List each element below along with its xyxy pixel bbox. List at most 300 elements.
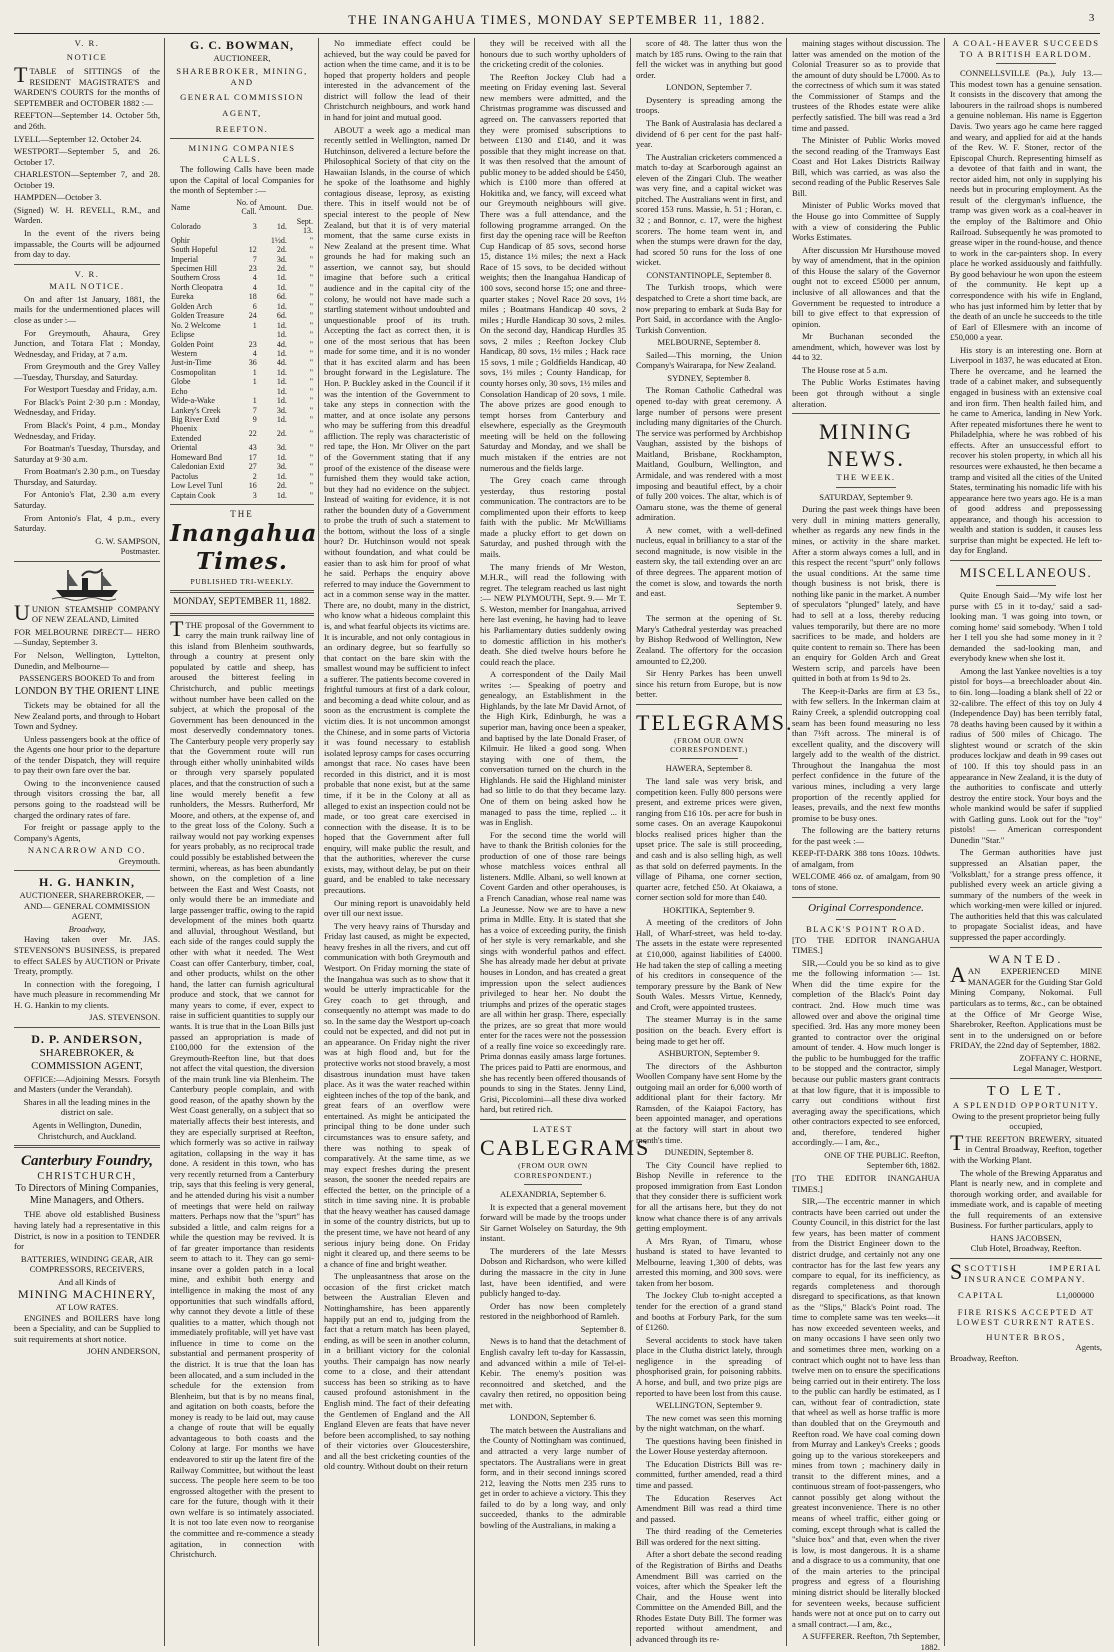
article-paragraph: The Grey coach came through yesterday, thus restoring postal communication. The contractors are to be complimented upon their efforts to keep faith with the public. Mr McWilliams made a plucky effort to get down on Saturday, and pushed through with the mails.	[480, 475, 626, 559]
the-label: THE	[230, 508, 254, 519]
calls-col-header: Amount.	[258, 202, 287, 212]
cable-paragraph: Dysentery is spreading among the troops.	[636, 94, 782, 116]
calls-table-cell: North Cleopatra	[171, 282, 223, 292]
mail-paragraph: For Boatman's Tuesday, Thursday, and Saturday at 9·30 a.m.	[14, 443, 160, 464]
sitting-item: HAMPDEN—October 3.	[14, 192, 102, 203]
calls-table-cell: "	[309, 462, 313, 472]
column-3	[320, 38, 474, 1648]
mining-week: THE WEEK.	[836, 472, 896, 483]
usco-line: Tickets may be obtained for all the New Zealand ports, and through to Hobart Town and Sydney.	[14, 699, 160, 732]
mail-paragraph: From Antonio's Flat, 4 p.m., every Saturday.	[14, 512, 160, 534]
cablegrams-latest: LATEST	[532, 1123, 574, 1134]
calls-table-cell: "	[309, 367, 313, 377]
tolet-sign: HANS JACOBSEN,	[990, 1232, 1062, 1243]
calls-table-cell: 1d.	[276, 348, 287, 358]
calls-table-cell: 1d.	[276, 301, 287, 311]
calls-table-cell: 1d.	[276, 377, 287, 387]
calls-table-row	[170, 415, 314, 424]
calls-table-row	[170, 311, 314, 320]
article-paragraph: For the second time the world will have to thank the British colonies for the production of one of those rare beings whose matchless voices enthral all listeners. Mdlle. Albani, so well known at Covent Garden and other operahouses, is a French Canadian, whose real name was La Jeunesse. Now we are to have a new prima in Mdlle. Etty. It is stated that she has a voice of exceeding purity, the finish of her style is very remarkable, and she sings with wonderful pathos and effect. She has already made her debut at private houses in London, and has created a great impression upon the select audiences privileged to hear her. No doubt the triumphs and prizes of the operatic stages are all within her grasp. There, especially the prizes, are so great that more would enter for the races were not the possession of a really fine voice so exceedingly rare. Prima donnas easily amass large fortunes. The prices paid to Patti are enormous, and she has recently been offered thousands of pounds to sing in the States. Jenny Lind, Grisi, Piccolomini—all these diva worked hard, but retired rich.	[480, 829, 626, 1115]
calls-table-row	[170, 443, 314, 452]
calls-table-cell: Just-in-Time	[171, 358, 212, 368]
calls-table-cell: 12	[248, 245, 257, 255]
calls-table-cell: 6	[252, 301, 257, 311]
cable-dateline: LONDON, September 6.	[510, 1412, 596, 1423]
telegram-paragraph: The Education Districts Bill was re-committed, further amended, read a third time and passed.	[636, 1458, 782, 1491]
calls-table-cell: 1	[252, 396, 257, 406]
calls-table-cell: 3	[252, 490, 257, 500]
calls-table-cell: 4	[252, 282, 257, 292]
sittings-list	[14, 110, 160, 203]
calls-table-cell: 18	[248, 292, 257, 302]
hankin-body: In connection with the foregoing, I have much pleasure in recommending Mr H. G. Hankin to my clients.	[14, 978, 160, 1010]
calls-table-row	[170, 462, 314, 471]
calls-table-cell: 9	[252, 415, 257, 424]
postmaster-name: G. W. SAMPSON,	[95, 535, 160, 546]
telegram-dateline: DUNEDIN, September 8.	[664, 1147, 754, 1158]
capital-row	[958, 1290, 1094, 1301]
bowman-line: GENERAL COMMISSION	[180, 92, 304, 103]
telegrams-title: TELEGRAMS.	[636, 709, 794, 735]
calls-table-cell: Eureka	[171, 292, 194, 302]
mail-heading: MAIL NOTICE.	[49, 281, 125, 292]
published-line: PUBLISHED TRI-WEEKLY.	[190, 576, 294, 586]
calls-table-cell	[226, 330, 258, 339]
calls-table-cell: 1d.	[276, 471, 287, 481]
telegram-paragraph: The land sale was very brisk, and competition keen. Fully 800 persons were present, and extreme prices were given, ranging from £16 10s. per acre for bush in some cases. On an average Kaupokonui blocks realised prices higher than the upset price. The sale is still proceeding, and cash and is also selling high, as well as that sold on deferred payments. In the village of Pihama, one corner section, quarter acre, fetched £50. At Okaiawa, a corner section sold for more than £40.	[636, 776, 782, 903]
cable-dateline: September 8.	[580, 1323, 626, 1334]
steamship-icon	[52, 566, 122, 600]
calls-table-row	[170, 330, 314, 339]
column-5	[632, 38, 794, 1648]
vr-heading: V. R.	[74, 38, 100, 48]
correspondence-paragraph: [TO THE EDITOR INANGAHUA TIMES.]	[792, 934, 940, 956]
agent-address: Broadway, Reefton.	[950, 1352, 1019, 1363]
agent-role: Agents,	[1075, 1342, 1102, 1353]
anderson-agents: Agents in Wellington, Dunedin, Christchurch, and Auckland.	[32, 1119, 142, 1141]
column-7: A COAL-HEAVER SUCCEEDS TO A BRITISH EARLDOM. CONNELLSVILLE (Pa.), July 13.— This modest town has a genuine sensation. It consists in the discovery that among the labourers in the railroad shops is numbered a genuine nobleman. His name is Eggerton Davis. Two years ago he came here ragged and weary, and applied for aid at the hands of the Rev. W. F. Stoner, rector of the Episcopal Church. Representing himself as a devotee of that faith and in want, the rector aided him, not only in supplying his needs but in procuring employment. As the result of the clergyman's influence, the tramp was given work as a coal-heaver in the employ of the Baltimore and Ohio Railroad. Subsequently he was promoted to grease wiper in the round-house, and thence to work in the car-painters shop. In every place he worked assiduously and faithfully. By good behaviour he won upon the esteem of the community. He kept up a correspondence with his wife in England, who has just informed him by letter that by the death of an uncle he succeeds to the title of Earl of Ellesmere with an income of £50,000 a year. His story is an interesting one. Born at Liverpool in 1837, he was educated at Eton. There he overcame, and he learned the trade of a cabinet maker, and subsequently engaged in business with an extensive coal and iron firm. Then health failed him, and he came to America, landing in New York. After repeated misfortunes there he went to Philadelphia, where he was robbed of his effects. After an unsuccessful effort to recover his stolen property, in which all his resources were exhausted, he then became a tramp and visited all the cities of the United States, terminating his nomadic life with his appearance here two years ago. He is a man of good address and prepossessing appearance, and though his accession to wealth and station is sudden, it causes less surprise than might be expected. He left to-day for England. MISCELLANEOUS. Quite Enough Said—'My wife lost her purse with £5 in it to-day,' said a sad-looking man. 'I was going into town, or coming home' said somebody. 'When I told her I tell you she had some money in it ? demanded the sad-looking man, and everybody knew when she lost it. Among the last Yankee novelties is a toy pistol for boys—a breechloader about 4in. to 6in. long—loading a blank shell of 22 or 32-calibre. The effect of this toy on July 4 (Independence Day) has been terribly fatal, 78 deaths having been caused by it within a radius of 500 miles of Chicago. The slightest wound or scratch of the skin produces lockjaw and death in 99 cases out of 100. If this toy should pass in an appearance in New Zealand, it is the duty of the authorities to confiscate and utterly destroy the entire stock. Your boys and the whole mankind would be safer if supplied with Gatling guns. Look out for the "toy" pistols! — American correspondent Dunedin "Star." The German authorities have just suppressed an Alsatian paper, the 'Volksblatt,' for a strange press offence, it published every week an article giving a summary of the numbers of the week in which working-men were killed or injured. The authorities held that this was calculated to propagate Socialist ideas, and have suppressed the paper accordingly. WANTED. AAN EXPERIENCED MINE MANAGER for the Guiding Star Gold Mining Company, Nokomai. Full particulars as to terms, &c., can be obtained at the Office of Mr George Wise, Sharebroker, Reefton. Applications must be sent in to the undersigned on or before FRIDAY, the 22nd day of September, 1882. ZOFFANY C. HORNE, Legal Manager, Westport. TO LET. A SPLENDID OPPORTUNITY. Owing to the present proprietor being fully occupied, TTHE REEFTON BREWERY, situated in Central Broadway, Reefton, together with the Working Plant. The whole of the Brewing Apparatus and Plant is nearly new, and in complete and thorough working order, and available for immediate work, and is capable of meeting the full requirements of an extensive Business. For further particulars, apply to HANS JACOBSEN, Club Hotel, Broadway, Reefton. SSCOTTISH IMPERIAL INSURANCE COMPANY. CAPITAL L1,000000 FIRE RISKS ACCEPTED AT LOWEST CURRENT RATES. HUNTER BROS, Agents, Broadway, Reefton.	[950, 38, 1103, 1363]
cable-dateline: CONSTANTINOPLE, September 8.	[646, 269, 772, 280]
calls-table-cell: Imperial	[171, 254, 199, 264]
article-paragraph: The very heavy rains of Thursday and Friday last caused, as might be expected, heavy freshes in all the rivers, and cut off communication with both Greymouth and Westport. On Friday morning the state of the Inangahua was such as to show that it would be utterly impracticable for the Grey coach to get through, and consequently no attempt was made to do so. In the same day the Westport up-coach could not be expected, and did not put in an appearance. On Friday night the river was at high flood and, but for the protective works not stood bravely, a most disastrous inundation must have taken place. As it was the water reached within eighteen inches of the top of the bank, and great fears of an overflow were entertained. As might be anticipated the principal thing to be done under such circumstances was to ensure safety, and there was nothing to speak of comparatively. At the same time, as we may expect freshes during the present season, the sooner the needed repairs are effected the better, on the principle of a stitch in time saving nine. It is probable that the heavy weather has caused damage in some of the country districts, but up to the present time, we have not heard of any serious injury being done. On Friday night it cleared up, and there seems to be a chance of fine and bright weather.	[324, 920, 470, 1269]
cable-paragraph: The Turkish troops, which were despatched to Crete a short time back, are now preparing to embark at Suda Bay for Port Said, in accordance with the Anglo-Turkish Convention.	[636, 282, 782, 335]
cable-paragraph: The murderers of the late Messrs Dobson and Richardson, who were killed during the massacre in the city in June last, have been identified, and were publicly hanged to-day.	[480, 1245, 626, 1299]
calls-table-cell: 1d.	[276, 221, 287, 231]
calls-table-cell	[226, 236, 258, 245]
calls-table-cell: Colorado	[171, 221, 201, 231]
cable-dateline: SYDNEY, September 8.	[667, 372, 751, 383]
foundry-machinery: MINING MACHINERY,	[17, 1287, 157, 1302]
fire-risks: FIRE RISKS ACCEPTED AT LOWEST CURRENT RATES.	[956, 1306, 1096, 1328]
foundry-sign: JOHN ANDERSON,	[87, 1346, 160, 1357]
telegram-dateline: HAWERA, September 8.	[665, 763, 753, 774]
calls-table-cell: 3d.	[276, 254, 287, 264]
telegram-paragraph: maining stages without discussion. The latter was amended on the motion of the Colonial Treasurer so as to provide that the amount of duty should be L7000. As to the correctness of which sum it was stated the Commissioner of Stamps and the trustees of the Rhodes estate were alike perfectly satisfied. The bill was read a 3rd time and passed.	[792, 38, 940, 133]
hankin-street: Broadway,	[68, 923, 106, 934]
telegram-paragraph: The Public Works Estimates having been got through without a single alteration.	[792, 377, 940, 409]
mail-paragraph: From Boatman's 2.30 p.m., on Tuesday Thursday, and Saturday.	[14, 466, 160, 487]
calls-table-cell: Wide-a-Wake	[171, 396, 215, 406]
calls-table-row	[170, 491, 314, 500]
calls-table-cell: Big River Extd	[171, 415, 220, 424]
calls-table-cell: "	[309, 235, 313, 245]
article-paragraph: A correspondent of the Daily Mail writes :— Speaking of poetry and genealogy, an Establishment in the Highlands, by the late Mr David Arnot, of the High Kirk, Edinburgh, he was a superior man, having once been a speaker, and baptised by the late Donald Fraser, of Kilmuir. He liked a good song. When staying with one of them, the conversation turned on the church in the Highlands. He said the Highland minister had so little to do that they became lazy. One of them on being asked how he managed to pass the time, replied ... it was in English.	[480, 669, 626, 828]
cablegrams-title: CABLEGRAMS	[480, 1135, 651, 1161]
calls-table-cell: Homeward Bnd	[171, 452, 222, 462]
bowman-place: REEFTON.	[215, 123, 269, 134]
calls-col-header: Due.	[297, 202, 313, 212]
cable-paragraph: The Bank of Australasia has declared a dividend of 6 per cent for the past half-year.	[636, 117, 782, 150]
calls-table-cell: 27	[248, 462, 257, 472]
calls-table-cell: 1d.	[276, 320, 287, 330]
calls-table-cell: 1d.	[276, 452, 287, 462]
mail-paragraph: For Black's Point 2·30 p.m : Monday, Wednesday, and Friday.	[14, 396, 160, 418]
hankin-sub: AUCTIONEER, SHAREBROKER, —AND— GENERAL COMMISSION AGENT,	[19, 890, 155, 922]
calls-table-cell: "	[309, 292, 313, 302]
calls-table-cell: "	[309, 254, 313, 264]
calls-table-cell: 24	[248, 311, 257, 321]
miscellaneous-title: MISCELLANEOUS.	[959, 565, 1093, 580]
calls-header-row	[170, 198, 314, 217]
foundry-engines: ENGINES and BOILERS have long been a Speciality, and can be Supplied to suit requirements at short notice.	[14, 1312, 160, 1344]
calls-table-cell: 16	[248, 481, 257, 491]
calls-table-cell: 17	[248, 452, 257, 462]
cable-paragraph: News is to hand that the detachment of English cavalry left to-day for Kassassin, and advanced within a mile of Tel-el-Kebir. The enemy's position was reconnoitred and sketched, and the cavalry then retired, no opposition being met with.	[480, 1336, 626, 1410]
usco-agents: NANCARROW AND CO.	[27, 845, 147, 856]
telegram-paragraph: The questions having been finished in the Lower House yesterday afternoon.	[636, 1435, 782, 1457]
foundry-title: Canterbury Foundry,	[21, 1153, 153, 1170]
rivers-note: In the event of the rivers being impassable, the Courts will be adjourned from day to day.	[14, 228, 160, 260]
usco-line: For Nelson, Wellington, Lyttelton, Dunedin, and Melbourne—	[14, 650, 160, 671]
calls-table-cell: Low Level Tunl	[171, 481, 223, 491]
telegram-paragraph: The Minister of Public Works moved the second reading of the Tramways East Coast and Hot Lakes Districts Railway Bill, which was carried, as was also the second reading of the Public Reserves Sale Bill.	[792, 135, 940, 198]
cable-dateline: LONDON, September 7.	[666, 82, 752, 93]
calls-table-cell: 1d.	[276, 282, 287, 292]
hankin-title: H. G. HANKIN,	[38, 875, 135, 890]
telegram-paragraph: The Jockey Club to-night accepted a tender for the erection of a grand stand and booths at Forbury Park, for the sum of £1260.	[636, 1290, 782, 1333]
calls-table-cell: 1	[252, 377, 257, 387]
calls-table-cell: 1	[252, 320, 257, 330]
cablegrams-sub: (FROM OUR OWN CORRESPONDENT.)	[514, 1161, 592, 1180]
cable-dateline: MELBOURNE, September 8.	[657, 337, 761, 348]
tolet-title: TO LET.	[986, 1083, 1066, 1099]
telegram-paragraph: The House rose at 5 a.m.	[802, 364, 888, 375]
cable-paragraph: Sir Henry Parkes has been unwell since his return from Europe, but is now better.	[636, 668, 782, 700]
calls-table-cell	[226, 387, 258, 396]
calls-table-row	[170, 321, 314, 330]
telegram-paragraph: The third reading of the Cemeteries Bill was ordered for the next sitting.	[636, 1526, 782, 1547]
sittings-intro: TABLE of SITTINGS of the RESIDENT MAGISTRATE'S and WARDEN'S COURTS for the months of SEPTEMBER and OCTOBER 1882 :—	[14, 66, 160, 108]
cable-paragraph: The sermon at the opening of St. Mary's Cathedral yesterday was preached by Bishop Redwood of Wellington, New Zealand. The offertory for the occasion amounted to £2,200.	[636, 613, 782, 666]
calls-table-cell: 1	[252, 367, 257, 377]
mining-date: SATURDAY, September 9.	[819, 491, 913, 502]
calls-table-cell: 3d.	[276, 405, 287, 415]
mail-paragraph: For Antonio's Flat, 2.30 a.m every Saturday.	[14, 489, 160, 510]
column-rule	[164, 38, 165, 1646]
calls-intro: The following Calls have been made upon the Capital of local Companies for the month of September :—	[170, 164, 314, 196]
calls-table-cell: 23	[248, 264, 257, 273]
calls-table-cell: 1d.	[276, 415, 287, 424]
calls-table-row	[170, 424, 314, 443]
postmaster-title: Postmaster.	[120, 546, 160, 557]
cable-paragraph: It is expected that a general movement forward will be made by the troops under Sir Garnet Wolseley on Saturday, the 9th instant.	[480, 1201, 626, 1244]
mail-paragraph: For Westport Tuesday and Friday, a.m.	[24, 384, 158, 395]
calls-table-row	[170, 283, 314, 292]
calls-table-cell: 2d.	[276, 481, 287, 491]
wanted-role: Legal Manager, Westport.	[1012, 1063, 1102, 1074]
calls-table-cell: 4	[252, 273, 257, 283]
correspondence-title: Original Correspondence.	[808, 901, 924, 914]
calls-table-row	[170, 377, 314, 386]
calls-table-cell: Golden Point	[171, 339, 214, 349]
calls-table-cell: "	[309, 396, 313, 406]
page-number: 3	[1088, 12, 1096, 24]
telegram-paragraph: The directors of the Ashburton Woollen Company have sent Home by the outgoing mail an order for 6,000 worth of additional plant for their factory. Mr Ramsden, of the Kaiapoi Factory, has been appointed manager, and operations at the factory will start in about two month's time.	[636, 1060, 782, 1145]
calls-heading: MINING COMPANIES CALLS.	[188, 143, 296, 164]
calls-table-cell: Western	[171, 348, 198, 358]
column-2: G. C. BOWMAN, AUCTIONEER, SHAREBROKER, MINING, AND GENERAL COMMISSION AGENT, REEFTON. MINING COMPANIES CALLS. The following Calls have been made upon the Capital of local Companies for the month of September :— Name No. of Call. Amount. Due. Colorado 3 1d. Sept. 13. Ophir 1½d. " South Hopeful 12 2d. " Imperial 7 3d. " Specimen Hill 23 2d. " Southern Cross 4 1d. " North Cleopatra 4 1d. " Eureka 18 6d. " Golden Arch 6 1d. " Golden Treasure 24 6d. " No. 2 Welcome 1 1d. " Eclipse 1d. " Golden Point 23 4d. " Western 4 1d. " Just-in-Time 36 4d. " Cosmopolitan 1 1d. " Globe 1 1d. " Echo 1d. " Wide-a-Wake 1 1d. " Lankey's Creek 7 3d. " Big River Extd 9 1d. " Phoenix Extended 22 2d. " Oriental 43 3d. " Homeward Bnd 17 1d. " Caledonian Extd 27 3d. " Pactolus 2 1d. " Low Level Tunl 16 2d. " Captain Cook 3 1d. " THE Inangahua Times. PUBLISHED TRI-WEEKLY. MONDAY, SEPTEMBER 11, 1882. TTHE proposal of the Government to carry the main trunk railway line of this island from Blenheim southwards, through a country at present only populated by cattle and sheep, has aroused the bitterest feeling in Christchurch, and public meetings without number have been called on the subject, at which the proposal of the Government has been denounced in the most deservedly condemnatory tones. The Canterbury people very properly say that the Government route will run through either wholly uninhabited wilds or through very sparsely populated places, and that the construction of such a line would merely benefit a few runholders, the Messrs. Rutherford, Mr Moore, and others, at the expense of, and to the great loss of the Colony. Such a railway would not pay working expenses for years probably, as no reciprocal trade could possibly be established between the termini, whereas, as has been abundantly shown, on the completion of a line between the East and West Coasts, not only would there be an immediate and large passenger traffic, owing to the rapid development of the mines both quartz and alluvial, throughout Westland, but each side of the ranges could supply the other with what it needed. The West Coast can offer Canterbury, timber, coal, and other products, whilst on the other hand, the latter can furnish agricultural produce and stock, that we cannot for many years to come, if ever, expect to raise in sufficient quantities to supply our wants. It is true that in the Loan Bills just passed an appropriation is made of £100,000 for the extension of the Greymouth-Reefton line, but that does not affect the vital question, the diversion of the main trunk line via Blenheim. The Canterbury people complain, and with good reason, of the apathy shown by the West Coast generally, on a subject that so materially affects their best interests, and they are especially surprised at Reefton, which formerly was so active in railway agitation, collapsing in the way it has done. A resident in this town, who has very recently returned from a Canterbury trip, says that this feeling is very general, and he attended during his visit a number of meetings that were held on railway matters. Perhaps now that the "spurt" has subsided a little, and calm reigns for a while the question may be revived. It is of far greater importance than residents seem to attach to it. They can go semi-insane over a golden patch in a local mine, and exhibit both energy and intelligence in making the most of any opportunities that such windfalls afford, why cannot they devote a little of these qualities to a matter, which though not immediately profitable, will yet have vast influence in time to come on the substantial and permanent prosperity of the district. It is true that the loan has been allocated, and a sum included in the schedule for the extension from Blenheim, but that is by no means final, and agitation on both coasts, before the money is ready to be laid out, may cause a change of route that will be equally advantageous to both coasts and the Colony at large. For months we have endeavored to stir up the latent fire of the Railway Committee, but without the least success. The people here seem to be too engrossed altogether with the present to care for the future, though with it their own welfare is so intimately associated. It is not too late even now to reorganise the committee and re-commence a steady agitation, in connection with Christchurch.	[170, 38, 318, 1560]
calls-table-cell: 22	[248, 429, 257, 439]
article-paragraph: Our mining report is unavoidably held over till our next issue.	[324, 897, 470, 919]
hankin-body: Having taken over Mr. JAS. STEVENSON'S BUSINESS, is prepared to effect SALES by AUCTION or Private Treaty, promptly.	[14, 934, 160, 977]
telegrams-sub: (FROM OUR OWN CORRESPONDENT.)	[670, 735, 748, 755]
article-paragraph: The Reefton Jockey Club had a meeting on Friday evening last. Several new members were admitted, and the Christmas programme was discussed and agreed on. The canvassers reported that they were promised subscriptions to between £130 and £140, and it was possible that they might increase on that. It was then resolved that the amount of public money to be added should be £450, which is £100 more than offered at Hokitika and, we fancy, will exceed what our Greymouth neighbours will give. There was a full attendance, and the following programme arranged. On the first day the opening race will be Reefton Cup Handicap of 85 sovs, second horse 15, distance 1½ miles; the next a Hack Race of 15 sovs, to be decided without weights; then the Inangahua Handicap of 100 sovs, second horse 15; one and three-quarter stakes ; Novel Race 20 sovs, 1½ miles ; Boatmans Handicap 40 sovs, 2 miles ; Hurdle Handicap 30 sovs, 2 miles. On the second day, Handicap Hurdles 35 sovs, 2 miles ; Reefton Jockey Club Handicap, 80 sovs, 1½ miles ; Hack race 15 sovs, 1 mile ; Goldfields Handicap, 40 sovs, 1½ miles ; County Handicap, for county horses only, 30 sovs, 1½ miles and Consolation Handicap of 20 sovs, 1 mile. The above prizes are good enough to tempt horses from Canterbury and elsewhere, especially as the Greymouth meeting will be held on the following Saturday and Monday, and we shall be much mistaken if the entries are not numerous and the fields large.	[480, 71, 626, 473]
usco-line: For freight or passage apply to the Company's Agents,	[14, 822, 160, 843]
agent-name: HUNTER BROS,	[986, 1331, 1066, 1342]
telegram-dateline: WELLINGTON, September 9.	[655, 1400, 763, 1411]
article-paragraph: ABOUT a week ago a medical man recently settled in Wellington, named Dr Hutchinson, delivered a lecture before the Philosophical Society of that city on the Hawaiian Islands, in the course of which he spoke of the loathsome and highly contagious disease, leprosy, as existing there. This in itself would not be of special interest to the people of New Zealand, but that it is of very material moment, that the same curse exists in New Zealand at the present time. What grounds he had for making such an assertion, we cannot say, but should imagine that before such a critical audience and in the capital city of the colony, he would not have made such a startling statement without undoubted and unquestionable proof of its truth. Accepting the fact as correct then, it is one of the most serious that has been made for some time, and it is no wonder that it has excited alarm and has been brought forward in the Legislature. The Hon. P. Buckley asked in the Council if it was the intention of the Government to take any steps in connection with the matter, and at once isolate any persons who may be suffering from this dreadful affliction. The reply was characteristic of red tape, the Hon. Mr Oliver on the part of the Government stating that if any proof of the existence of the disease were furnished them they would take action, but they had no evidence on the subject. Instead of waiting for evidence, it is not rather the bounden duty of a Government to probe the truth of such a statement to the bottom, without the loss of a single hour? Dr. Hutchinson would not speak without foundation, and what could be easier than to ask him for proof of what he said. Perhaps the enquiry above referred to may induce the Government to act in a common sense way in the matter. There are, no doubt, many in the district, who know what a hideous complaint this is, and what fearful objects its victims are. It is incurable, and not only contagious in an ordinary degree, but so fearfully so that contact on the bare skin with the smallest wound may be sufficient to infect a sufferer. The patients become covered in frightful tumours at first of a dark colour, and becoming a dead white colour, and as soon as the encrustment is complete the victim dies. It is not uncommon amongst the Chinese, and in some parts of Victoria it was found necessary to establish isolated leprosy camps for cases occurring amongst that race. No cases have been recorded in this district, and it is most probable that none exist, but at the same time, if it be in the Colony at all as alleged to exist an inspection could not be made, or too great care exercised in connection with the disease. It is to be hoped that the Government after full enquiry, will make public the result, and that the authorities, wherever the curse exists, may, without delay, be put on their guard, and be enabled to take necessary precautions.	[324, 124, 470, 895]
correspondence-paragraph: SIR,—The eccentric manner in which contracts have been carried out under the County Council, in this district for the last few years, has been matter of comment from the District Engineer down to the district drudge, and certainly not any one contractor has for the last few years any compare to equal, for its inefficiency, as regards completeness and thorough disregard to specifications, as that known as the "Slips," Black's Point road. The time to complete same was ten weeks—it has now exceeded seventeen weeks, and on many occasions I have seen only two and sometimes three men, working on a contract which ought not to have less than twelve men on to ensure the specifications being carried out in their entirety. The loss to the public can hardly be estimated, as I can, without fear of contradiction, state that wheel as well as horse traffic is more than doubled that on the Greymouth and Reefton road. We have coal coming down from Murray and Lankey's Creeks ; goods going up to the various storekeepers and mines from town ; machinery daily in transit to the different mines, and a continuous stream of foot-passengers, who cannot possibly get along without the greatest inconvenience. There is no other means of wheel traffic, either going or coming, except through what is called the "sluice box" and that, even when the river is low, is most dangerous. It is a shame and a disgrace to us a community, that one of the main arteries to the principal progress and egress of a flourishing mining district should be literally blocked for seventeen weeks, because sufficient hands were not at once put on to carry out a small contract.—I am, &c.,	[792, 1196, 940, 1629]
telegram-paragraph: The City Council have replied to Bishop Neville in reference to the proposed immigration from East London that they consider there is sufficient work for all the artisans here, but they do not know what chance there is of any arrivals getting employment.	[636, 1159, 782, 1234]
correspondence-sign: ONE OF THE PUBLIC. Reefton, September 6th, 1882.	[824, 1149, 940, 1171]
cable-paragraph: The Roman Catholic Cathedral was opened to-day with great ceremony. A large number of persons were present including many dignitaries of the Church. The service was performed by Archbishop Vaughan, assisted by the bishops of Maitland, Brisbane, Rockhampton, Maitland, Goulburn, Wellington, and Armidale, and was rendered with a most imposing and beautiful effect, by a choir of fully 200 voices. The altar, which is of Oamaru stone, was the theme of general admiration.	[636, 385, 782, 523]
calls-table-cell: Oriental	[171, 443, 198, 453]
calls-col-header: No. of Call.	[236, 197, 257, 217]
calls-table-cell: "	[309, 471, 313, 481]
calls-table-row	[170, 340, 314, 349]
usco-line: Owing to the inconvenience caused through visitors crossing the bar, all persons going to the roadstead will be charged the ordinary rates of fare.	[14, 777, 160, 820]
anderson-office: OFFICE:—Adjoining Messrs. Forsyth and Masters (under the Verandah).	[14, 1073, 160, 1095]
calls-table-cell: "	[309, 339, 313, 349]
mail-paragraph: On and after 1st January, 1881, the mails for the undermentioned places will close as under :—	[14, 293, 160, 325]
calls-table-cell: Golden Arch	[171, 301, 213, 311]
telegram-paragraph: After a short debate the second reading of the Registration of Births and Deaths Amendment Bill was carried on the voices, after which the Speaker left the Chair, and the House went into Committee on the Amended Bill, and the Rhodes Estate Duty Bill. The former was reported without amendment, and advanced through its re-	[636, 1549, 782, 1644]
telegram-paragraph: After discussion Mr Hursthouse moved by way of amendment, that in the opinion of this House the salary of the Governor ought not to exceed £5000 per annum, inclusive of all allowances and that the Government be requested to introduce a bill to give effect to that expression of opinion.	[792, 244, 940, 329]
calls-table-cell: "	[309, 311, 313, 321]
calls-table-row	[170, 349, 314, 358]
cable-paragraph: score of 48. The latter thus won the match by 185 runs. Owing to the rain that fell the wicket was in anything but good order.	[636, 38, 782, 80]
calls-table-cell: Captain Cook	[171, 490, 216, 500]
calls-table-cell: "	[309, 301, 313, 311]
article-paragraph: His story is an interesting one. Born at Liverpool in 1837, he was educated at Eton. There he overcame, and he learned the trade of a cabinet maker, and subsequently engaged in business with an extensive coal and iron firm. Then health failed him, and he came to America, landing in New York. After repeated misfortunes there he went to Philadelphia, where he was robbed of his effects. After an unsuccessful effort to recover his stolen property, in which all his resources were exhausted, he then became a tramp and visited all the cities of the United States, terminating his nomadic life with his appearance here two years ago. He is a man of good address and prepossessing appearance, and though his accession to wealth and station is sudden, it causes less surprise than might be expected. He left to-day for England.	[950, 344, 1102, 556]
calls-table-cell: 2	[252, 471, 257, 481]
telegram-paragraph: Several accidents to stock have taken place in the Clutha district lately, through negligence in the spreading of phosphorised grain, for poisoning rabbits. A horse, and bull, and two prize pigs are reported to have been lost from this cause.	[636, 1334, 782, 1398]
column-4	[476, 38, 651, 1648]
telegram-dateline: HOKITIKA, September 9.	[663, 904, 755, 915]
calls-table-cell: 6d.	[276, 311, 287, 321]
anderson-shares: Shares in all the leading mines in the district on sale.	[23, 1096, 151, 1118]
mining-paragraph: The following are the battery returns for the past week :—	[792, 825, 940, 846]
telegram-paragraph: The Education Reserves Act Amendment Bill was read a third time and passed.	[636, 1492, 782, 1524]
cable-paragraph: Sailed—This morning, the Union Company's Wairarapa, for New Zealand.	[636, 349, 782, 371]
mail-paragraph: From Black's Point, 4 p.m., Monday Wednesday, and Friday.	[14, 420, 160, 441]
cable-paragraph: The match between the Australians and the County of Nottingham was continued, and attracted a very large number of spectators. The Australians were in great form, and in their second innings scored 212, leaving the Notts men 235 runs to get in order to achieve a victory. This they failed to do by a long way, and only succeeded, thanks to the admirable bowling of the Australians, in making a	[480, 1424, 626, 1530]
calls-table-cell: 1d.	[276, 490, 287, 500]
calls-table-row	[170, 406, 314, 415]
column-1: V. R. NOTICE TTABLE of SITTINGS of the RESIDENT MAGISTRATE'S and WARDEN'S COURTS for the months of SEPTEMBER and OCTOBER 1882 :— REEFTON—September 14. October 5th, and 26th. LYELL—September 12. October 24. WESTPORT—September 5, and 26. October 17. CHARLESTON—September 7, and 28. October 19. HAMPDEN—October 3. (Signed) W. H. REVELL, R.M., and Warden. In the event of the rivers being impassable, the Courts will be adjourned from day to day. V. R. MAIL NOTICE. On and after 1st January, 1881, the mails for the undermentioned places will close as under :— For Greymouth, Ahaura, Grey Junction, and Totara Flat ; Monday, Wednesday, and Friday, at 7 a.m. From Greymouth and the Grey Valley—Tuesday, Thursday, and Saturday. For Westport Tuesday and Friday, a.m. For Black's Point 2·30 p.m : Monday, Wednesday, and Friday. From Black's Point, 4 p.m., Monday Wednesday, and Friday. For Boatman's Tuesday, Thursday, and Saturday at 9·30 a.m. From Boatman's 2.30 p.m., on Tuesday Thursday, and Saturday. For Antonio's Flat, 2.30 a.m every Saturday. From Antonio's Flat, 4 p.m., every Saturday. G. W. SAMPSON, Postmaster. UUNION STEAMSHIP COMPANY OF NEW ZEALAND, Limited FOR MELBOURNE DIRECT— HERO—Sunday, September 3. For Nelson, Wellington, Lyttelton, Dunedin, and Melbourne— PASSENGERS BOOKED To and from LONDON BY THE ORIENT LINE Tickets may be obtained for all the New Zealand ports, and through to Hobart Town and Sydney. Unless passengers book at the office of the Agents one hour prior to the departure of the tender Dispatch, they will require to pay their own fare over the bar. Owing to the inconvenience caused through visitors crossing the bar, all persons going to the roadstead will be charged the ordinary rates of fare. For freight or passage apply to the Company's Agents, NANCARROW AND CO. Greymouth. H. G. HANKIN, AUCTIONEER, SHAREBROKER, —AND— GENERAL COMMISSION AGENT, Broadway, Having taken over Mr. JAS. STEVENSON'S BUSINESS, is prepared to effect SALES by AUCTION or Private Treaty, promptly. In connection with the foregoing, I have much pleasure in recommending Mr H. G. Hankin to my clients. JAS. STEVENSON. D. P. ANDERSON, SHAREBROKER, & COMMISSION AGENT, OFFICE:—Adjoining Messrs. Forsyth and Masters (under the Verandah). Shares in all the leading mines in the district on sale. Agents in Wellington, Dunedin, Christchurch, and Auckland. Canterbury Foundry, CHRISTCHURCH, To Directors of Mining Companies, Mine Managers, and Others. THE above old established Business having lately had a representative in this District, is now in a position to TENDER for BATTERIES, WINDING GEAR, AIR COMPRESSORS, RECEIVERS, And all Kinds of MINING MACHINERY, AT LOW RATES. ENGINES and BOILERS have long been a Speciality, and can be Supplied to suit requirements at short notice. JOHN ANDERSON,	[14, 38, 160, 1357]
calls-col-header: Name	[171, 202, 191, 212]
calls-table-row	[170, 302, 314, 311]
tolet-body: The whole of the Brewing Apparatus and Plant is nearly new, and in complete and thorough working order, and available for immediate work, and is capable of meeting the full requirements of an extensive Business. For further particulars, apply to	[950, 1167, 1102, 1231]
calls-table-cell: 43	[248, 443, 257, 453]
wanted-sign: ZOFFANY C. HORNE,	[1019, 1052, 1102, 1063]
calls-table-row	[170, 453, 314, 462]
column-rule	[630, 38, 631, 1646]
calls-table-cell: Ophir	[171, 235, 190, 245]
dateline: MONDAY, SEPTEMBER 11, 1882.	[173, 596, 311, 607]
calls-table-cell: "	[309, 330, 313, 340]
mining-news-title: MINING NEWS.	[819, 419, 913, 472]
calls-table-cell: 1d.	[276, 330, 287, 340]
mining-paragraph: During the past week things have been very dull in mining matters generally, whether as regards any new finds in the mines, or activity in the share market. After a storm always comes a lull, and in this respect the recent "spurt" only follows the usual conditions. At the same time though business is not brisk, there is nothing like panic in the market. A number of speculators "plunged" lately, and have had to sell at a loss, thereby reducing values temporarily, but there are no more sacrifices to be made, and holders are quite content to remain so. There has been an enquiry for Golden Arch and Great Western scrip, and parcels have been quitted in both at from 1s 9d to 2s.	[792, 504, 940, 684]
calls-table-cell: 4d.	[276, 358, 287, 368]
foundry-items: BATTERIES, WINDING GEAR, AIR COMPRESSORS, RECEIVERS,	[20, 1253, 154, 1275]
calls-table-cell: 7	[252, 405, 257, 415]
cable-paragraph: The Australian cricketers commenced a match to-day at Scarborough against an eleven of the Zingari Club. The weather was very fine, and a capital wicket was pitched. The Australians went in first, and scored 153 runs. Massie, h. 51 ; Horan, c. 32 ; and Bonnor, c. 17, were the highest scorers. The home team went in, and when the stumps were drawn for the day, had scored 50 runs for the loss of one wicket.	[636, 151, 783, 268]
calls-table-cell: "	[309, 358, 313, 368]
scottish-title: SCOTTISH IMPERIAL INSURANCE COMPANY.	[964, 1263, 1102, 1284]
calls-table-row	[170, 472, 314, 481]
correspondence-sign: A SUFFERER. Reefton, 7th September, 1882.	[802, 1631, 940, 1652]
calls-table-cell: 3d.	[276, 443, 287, 453]
calls-table-row	[170, 292, 314, 301]
telegram-dateline: ASHBURTON, September 9.	[658, 1048, 760, 1059]
calls-table-cell: "	[309, 415, 313, 424]
cable-dateline: ALEXANDRIA, September 6.	[500, 1189, 606, 1200]
calls-table-cell: "	[309, 377, 313, 387]
calls-table-row	[170, 368, 314, 377]
masthead	[0, 0, 1114, 34]
calls-table-cell: "	[309, 443, 313, 453]
tolet-owing: Owing to the present proprietor being fully occupied,	[952, 1110, 1100, 1132]
calls-table-row	[170, 245, 314, 254]
signed-line: (Signed) W. H. REVELL, R.M., and Warden.	[14, 204, 160, 226]
wanted-body: AN EXPERIENCED MINE MANAGER for the Guiding Star Gold Mining Company, Nokomai. Full particulars as to terms, &c., can be obtained at the Office of Mr George Wise, Sharebroker, Reefton. Applications must be sent in to the undersigned on or before FRIDAY, the 22nd day of September, 1882.	[950, 966, 1102, 1051]
calls-table-cell: "	[309, 245, 313, 255]
calls-table-cell: 4d.	[276, 339, 287, 349]
newspaper-header-title: THE INANGAHUA TIMES, MONDAY SEPTEMBER 11, 1882.	[348, 12, 766, 27]
column-rule	[318, 38, 319, 1646]
battery-return: WELCOME 466 oz. of amalgam, from 90 tons of stone.	[792, 871, 940, 893]
sitting-item: REEFTON—September 14. October 5th, and 26th.	[14, 110, 160, 131]
calls-table-cell: "	[309, 490, 313, 500]
article-paragraph: The unpleasantness that arose on the occasion of the first cricket match between the Australian Eleven and Nottinghamshire, has been apparently happily put an end to, judging from the fact that a return match has been played, ending, as will be seen in another column, in a brilliant victory for the colonial youths. Their campaign has now nearly come to a close, and their attendant success has been so striking as to have caused profound astonishment in the English mind. The fact of their defeating the Gentlemen of England and the All England Eleven are feats that have never before been accomplished, to say nothing of their victories over Gloucestershire, and all the best cricketing counties of the old country. Without doubt on their return	[324, 1271, 470, 1472]
calls-table-cell: 2d.	[276, 429, 287, 439]
foundry-place: CHRISTCHURCH,	[37, 1170, 137, 1182]
calls-table-cell: 2d.	[276, 245, 287, 255]
calls-table-cell: Caledonian Extd	[171, 462, 225, 472]
usco-place: Greymouth.	[118, 855, 160, 866]
correspondence-paragraph: SIR,—Could you be so kind as to give me the following information :— 1st. When did the time expire for the completion of the Black's Point day contract. 2nd. How much time was allowed over and above the original time specified. 3rd. Has any more money been granted to contractor over the original amount of tender. 4. How much longer is the public to be humbugged for the traffic to be stopped and the contractor, simply because our public masters grant contracts at that low figure, that it is impossible to carry out conditions without first averaging away the specifications, which other contractors expected to see enforced, and, therefore, tendered higher accordingly.— I am, &c.,	[792, 957, 940, 1148]
calls-table-cell: "	[309, 348, 313, 358]
calls-table-cell: 3d.	[276, 462, 287, 472]
paper-name: Inangahua Times.	[170, 520, 318, 576]
calls-table-cell: "	[309, 452, 313, 462]
calls-table-cell: 7	[252, 254, 257, 264]
calls-table-cell: 2d.	[276, 264, 287, 273]
notice-heading: NOTICE	[66, 51, 108, 62]
telegram-paragraph: The new comet was seen this morning by the night watchman, on the wharf.	[636, 1412, 782, 1434]
masthead-rule	[14, 33, 1100, 34]
sitting-item: CHARLESTON—September 7, and 28. October 19.	[14, 169, 160, 190]
calls-table-cell: Golden Treasure	[171, 311, 225, 321]
sitting-item: WESTPORT—September 5, and 26. October 17.	[14, 146, 160, 167]
editorial-text: THE proposal of the Government to carry the main trunk railway line of this island from Blenheim southwards, through a country at present only populated by cattle and sheep, has aroused the bitterest feeling in Christchurch, and public meetings without number have been called on the subject, at which the proposal of the Government has been denounced in the most deservedly condemnatory tones. The Canterbury people very properly say that the Government route will run through either wholly uninhabited wilds or through very sparsely populated places, and that the construction of such a line would merely benefit a few runholders, the Messrs. Rutherford, Mr Moore, and others, at the expense of, and to the great loss of the Colony. Such a railway would not pay working expenses for years probably, as no reciprocal trade could possibly be established between the termini, whereas, as has been abundantly shown, on the completion of a line between the East and West Coasts, not only would there be an immediate and large passenger traffic, owing to the rapid development of the mines both quartz and alluvial, throughout Westland, but each side of the ranges could supply the other with what it needed. The West Coast can offer Canterbury, timber, coal, and other products, whilst on the other hand, the latter can furnish agricultural produce and stock, that we cannot for many years to come, if ever, expect to raise in sufficient quantities to supply our wants. It is true that in the Loan Bills just passed an appropriation is made of £100,000 for the extension of the Greymouth-Reefton line, but that does not affect the vital question, the diversion of the main trunk line via Blenheim. The Canterbury people complain, and with good reason, of the apathy shown by the West Coast generally, on a subject that so materially affects their best interests, and they are especially surprised at Reefton, which formerly was so active in railway agitation, collapsing in the way it has done. A resident in this town, who has very recently returned from a Canterbury trip, says that this feeling is very general, and he attended during his visit a number of meetings that were held on railway matters. Perhaps now that the "spurt" has subsided a little, and calm reigns for a while the question may be revived. It is of far greater importance than residents seem to attach to it. They can go semi-insane over a golden patch in a local mine, and exhibit both energy and intelligence in making the most of any opportunities that such windfalls afford, why cannot they devote a little of these qualities to a matter, which though not immediately profitable, will yet have vast influence in time to come on the substantial and permanent prosperity of the district. It is true that the loan has been allocated, and a sum included in the schedule for the extension from Blenheim, but that is by no means final, and agitation on both coasts, before the money is ready to be laid out, may cause a change of route that will be equally advantageous to both coasts and the Colony at large. For months we have endeavored to stir up the latent fire of the Railway Committee, but without the least success. The people here seem to be too engrossed altogether with the present to care for the future, though with it their own welfare is so intimately associated. It is not too late even now to reorganise the committee and re-commence a steady agitation, in connection with Christchurch.	[170, 619, 314, 1560]
calls-table-cell: 4	[252, 348, 257, 358]
calls-table-cell: "	[309, 405, 313, 415]
tolet-addr: Club Hotel, Broadway, Reefton.	[970, 1243, 1082, 1254]
calls-table-cell: 1d.	[276, 367, 287, 377]
calls-table-cell: 1d.	[276, 273, 287, 283]
calls-table-row	[170, 387, 314, 396]
usco-title: UNION STEAMSHIP COMPANY OF NEW ZEALAND, Limited	[31, 603, 160, 625]
tolet-sub: A SPLENDID OPPORTUNITY.	[952, 1100, 1100, 1111]
usco-line: Unless passengers book at the office of the Agents one hour prior to the departure of the tender Dispatch, they will require to pay their own fare over the bar.	[14, 733, 160, 776]
calls-table-cell: 36	[248, 358, 257, 368]
calls-table-cell: No. 2 Welcome	[171, 320, 221, 330]
column-rule	[474, 38, 475, 1646]
article-paragraph: Quite Enough Said—'My wife lost her purse with £5 in it to-day,' said a sad-looking man. 'I was going into town, or coming home' said somebody. 'When I told her I tell you she had some money in it ? demanded the sad-looking man, and everybody knew when she lost it.	[950, 589, 1102, 664]
tolet-body: THE REEFTON BREWERY, situated in Central Broadway, Reefton, together with the Working Plant.	[950, 1133, 1102, 1165]
column-rule	[786, 38, 787, 1646]
calls-table-cell: South Hopeful	[171, 245, 218, 255]
calls-table-cell: Southern Cross	[171, 273, 221, 283]
telegram-paragraph: Mr Buchanan seconded the amendment, which, however was lost by 44 to 32.	[792, 331, 940, 363]
calls-table-cell: Specimen Hill	[171, 264, 217, 273]
article-paragraph: Among the last Yankee novelties is a toy pistol for boys—a breechloader about 4in. to 6in. long—loading a blank shell of 22 or 32-calibre. The effect of this toy on July 4 (Independence Day) has been terribly fatal, 78 deaths having been caused by it within a radius of 500 miles of Chicago. The slightest wound or scratch of the skin produces lockjaw and death in 99 cases out of 100. If this toy should pass in an appearance in New Zealand, it is the duty of the authorities to confiscate and utterly destroy the entire stock. Your boys and the whole mankind would be safer if supplied with Gatling guns. Look out for the "toy" pistols! — American correspondent Dunedin "Star."	[950, 665, 1103, 845]
foundry-body: THE above old established Business having lately had a representative in this District, is now in a position to TENDER for	[14, 1209, 160, 1252]
column-6	[788, 38, 944, 1652]
calls-table-cell: 6d.	[276, 292, 287, 302]
telegram-paragraph: A meeting of the creditors of John Hall, of Wharf-street, was held to-day. The assets in the estate were represented at £10,000, against liabilities of £4000. He had taken the step of calling a meeting of his creditors in consequence of the temporary pressure by the Bank of New South Wales. Messrs Virtue, Kennedy, and Croft, were appointed trustees.	[636, 917, 782, 1012]
column-rule	[944, 38, 945, 1646]
battery-return: KEEP-IT-DARK 388 tons 10ozs. 10dwts. of amalgam, from	[792, 848, 940, 869]
calls-table-cell: "	[309, 264, 313, 273]
calls-table-cell: Eclipse	[171, 330, 195, 340]
foundry-and: And all Kinds of	[58, 1276, 116, 1287]
foundry-to: To Directors of Mining Companies, Mine Managers, and Others.	[15, 1182, 159, 1207]
telegram-paragraph: The steamer Murray is in the same position on the beach. Every effort is being made to get her off.	[636, 1014, 782, 1046]
mining-paragraph: The Keep-it-Darks are firm at £3 5s., with few sellers. In the Inkerman claim at Rainy Creek, a splendid outcropping coal seam has been found measuring no less than 7½ft across. The mineral is of excellent quality, and the discovery will largely add to the wealth of the district. Throughout the Inangahua the most perfect confidence in the future of the various mines, including a very large proportion of the recently applied for leases, prevails, and the next few months promise to be busy ones.	[792, 685, 940, 823]
article-paragraph: No immediate effect could be achieved, but the way could be paved for action when the time came, and it is to be hoped that property holders and people interested in the advancement of the district will follow the lead of their Christchurch neighbours, and work hand in hand for joint and mutual good.	[324, 38, 470, 122]
telegram-paragraph: Minister of Public Works moved that the House go into Committee of Supply with a view of considering the Public Works Estimates.	[792, 200, 940, 243]
usco-line: PASSENGERS BOOKED To and from	[19, 673, 155, 684]
calls-table-row	[170, 236, 314, 245]
correspondence-paragraph: [TO THE EDITOR INANGAHUA TIMES.]	[792, 1173, 940, 1194]
mail-paragraph: For Greymouth, Ahaura, Grey Junction, and Totara Flat ; Monday, Wednesday, and Friday, at 7 a.m.	[14, 327, 160, 359]
cable-paragraph: Order has now been completely restored in the neighborhood of Ramleh.	[480, 1300, 626, 1322]
calls-table-cell: Cosmopolitan	[171, 367, 216, 377]
calls-table-cell: Globe	[171, 377, 191, 387]
foundry-rates: AT LOW RATES.	[55, 1302, 119, 1313]
calls-table-row	[170, 273, 314, 282]
wanted-title: WANTED.	[988, 951, 1064, 966]
capital-value: L1,000000	[1056, 1290, 1094, 1301]
calls-table-row	[170, 255, 314, 264]
telegram-paragraph: A Mrs Ryan, of Timaru, whose husband is stated to have levanted to Melbourne, leaving 1,300 of debts, was arrested this morning, and 300 sovs. were taken from her bosom.	[636, 1235, 782, 1288]
calls-table-cell: "	[309, 429, 313, 439]
hankin-sign: JAS. STEVENSON.	[89, 1012, 160, 1023]
